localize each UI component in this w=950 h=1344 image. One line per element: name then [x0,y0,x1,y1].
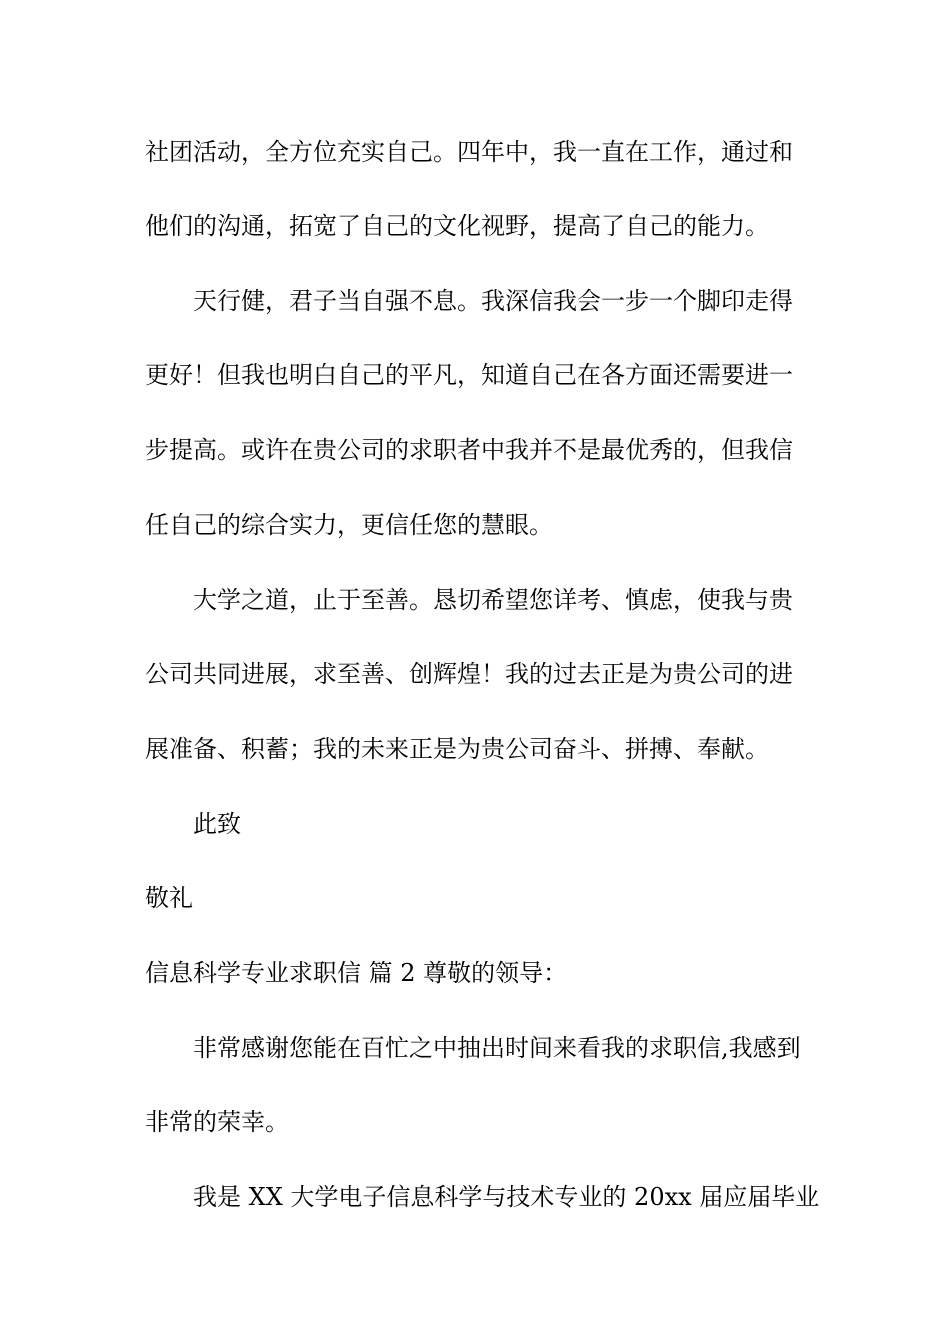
closing-regards: 敬礼 [145,884,193,912]
section-heading: 信息科学专业求职信 篇 2 尊敬的领导： [145,959,568,987]
paragraph-line-2: 他们的沟通，拓宽了自己的文化视野，提高了自己的能力。 [145,212,769,240]
paragraph-line-9: 展准备、积蓄；我的未来正是为贵公司奋斗、拼搏、奉献。 [145,735,769,763]
paragraph-line-1: 社团活动，全方位充实自己。四年中，我一直在工作，通过和 [145,138,793,166]
closing-salutation: 此致 [193,810,241,838]
paragraph-line-12: 我是 XX 大学电子信息科学与技术专业的 20xx 届应届毕业 [193,1183,820,1211]
paragraph-line-11: 非常的荣幸。 [145,1108,289,1136]
paragraph-line-4: 更好！但我也明白自己的平凡，知道自己在各方面还需要进一 [145,361,793,389]
paragraph-line-6: 任自己的综合实力，更信任您的慧眼。 [145,511,553,539]
paragraph-line-5: 步提高。或许在贵公司的求职者中我并不是最优秀的，但我信 [145,436,793,464]
paragraph-line-7: 大学之道，止于至善。恳切希望您详考、慎虑，使我与贵 [193,586,793,614]
paragraph-line-10: 非常感谢您能在百忙之中抽出时间来看我的求职信,我感到 [193,1034,801,1062]
paragraph-line-3: 天行健，君子当自强不息。我深信我会一步一个脚印走得 [193,287,793,315]
paragraph-line-8: 公司共同进展，求至善、创辉煌！我的过去正是为贵公司的进 [145,660,793,688]
